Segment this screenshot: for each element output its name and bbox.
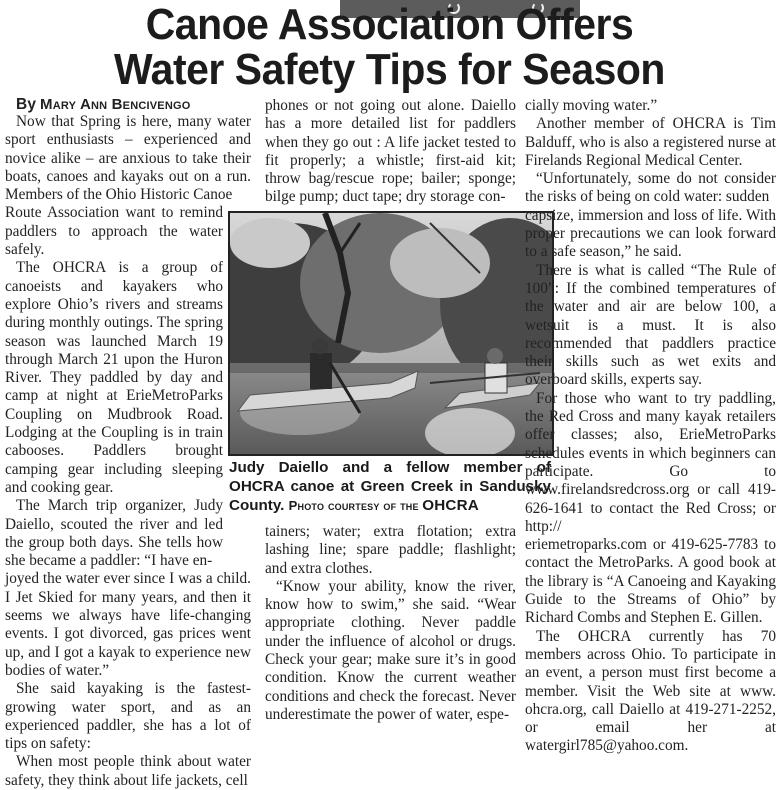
paragraph: joyed the water ever since I was a child. I Jet Skied for many years, and then it seems we always have life-changing events. I got divorced, gas prices went up, and I got a kayak to experience new bodies of water.”	[5, 570, 251, 679]
canoe-photo-image	[230, 213, 552, 454]
paragraph: There is what is called “The Rule of 100”: If the combined temperatures of the water and air are below 100, a wetsuit is a must. It is also recommended that paddlers practice their skills such as wet exits and overboard skills, experts say.	[525, 261, 776, 389]
paragraph: tainers; water; extra flotation; extra lashing line; spare paddle; flashlight; and extra clothes.	[265, 523, 516, 577]
credit-prefix: Photo courtesy of the	[288, 498, 419, 513]
headline-line-1: Canoe Association Offers	[145, 0, 634, 49]
byline-prefix: By	[16, 96, 37, 113]
paragraph: The OHCRA is a group of canoeists and kayakers who explore Ohio’s rivers and streams during monthly outings. The spring season was launched March 19 through March 21 upon the Huron River. They paddled by day and camp at night at ErieMetroParks Coupling on Mudbrook Road. Lodging at the Coupling is in train cabooses. Paddlers brought camping gear including sleeping and cooking gear.	[5, 259, 223, 496]
paragraph: When most people think about water safety, they think about life jackets, cell	[5, 753, 251, 789]
column-3	[525, 97, 776, 756]
column-2-top	[265, 97, 516, 207]
paragraph: phones or not going out alone. Daiello has a more detailed list for paddlers when they go out : A life jacket tested to fit properly; a whistle; first-aid kit; throw bag/rescue rope; bailer; sponge; bilge pump; duct tape; dry storage con-	[265, 97, 516, 206]
paragraph: cially moving water.”	[525, 97, 658, 114]
paragraph: capsize, immersion and loss of life. With proper precautions we can look forward to a safe season,” he said.	[525, 206, 776, 261]
photo-credit	[289, 499, 479, 513]
paragraph: The OHCRA currently has 70 members across Ohio. To participate in an event, a person must first become a member. Visit the Web site at www. ohcra.org, call Daiello at 419-271-2252, or email her at watergirl785@yahoo.com.	[525, 627, 776, 755]
headline	[27, 0, 751, 92]
credit-org: OHCRA	[422, 497, 479, 514]
paragraph: She said kayaking is the fastest-growing water sport, and as an experienced paddler, she has a lot of tips on safety:	[5, 680, 251, 753]
caption-text: Judy Daiello and a fellow member of OHCRA canoe at Green Creek in Sandusky County.	[229, 459, 551, 514]
paragraph: eriemetroparks.com or 419-625-7783 to contact the MetroParks. A good book at the library is “A Canoeing and Kayaking Guide to the Streams of Ohio” by Richard Combs and Stephen E. Gillen.	[525, 536, 776, 627]
column-2-bottom	[265, 523, 516, 724]
byline-name: Mary Ann Bencivengo	[40, 96, 191, 113]
column-1	[5, 97, 251, 790]
paragraph: Route Association want to remind paddlers to approach the water safely.	[5, 204, 223, 259]
paragraph: Another member of OHCRA is Tim Balduff, who is also a registered nurse at Firelands Regional Medical Center.	[525, 115, 776, 169]
article-photo	[228, 211, 554, 456]
byline	[5, 97, 251, 113]
paragraph: The March trip organizer, Judy Daiello, scouted the river and led the group both days. She tells how she became a paddler: “I have en-	[5, 497, 223, 570]
headline-line-2: Water Safety Tips for Season	[114, 45, 665, 94]
paragraph: Now that Spring is here, many water sport enthusiasts – experienced and novice alike – are anxious to take their boats, canoes and kayaks out on a run. Members of the Ohio Historic Canoe	[5, 113, 251, 204]
photo-caption	[229, 458, 551, 516]
paragraph: “Know your ability, know the river, know how to swim,” she said. “Wear appropriate clothing. Never paddle under the influence of alcohol or drugs. Check your gear; make sure it’s in good condition. Know the current weather conditions and check the forecast. Never underestimate the power of water, espe-	[265, 577, 516, 723]
paragraph: “Unfortunately, some do not consider the risks of being on cold water: sudden	[525, 170, 776, 206]
paragraph: For those who want to try paddling, the Red Cross and many kayak retailers offer classes; also, ErieMetroParks schedules events in which beginners can participate. Go to www.firelandsredcross.org or call 419-626-1641 to contact the Red Cross; or http://	[525, 389, 776, 535]
